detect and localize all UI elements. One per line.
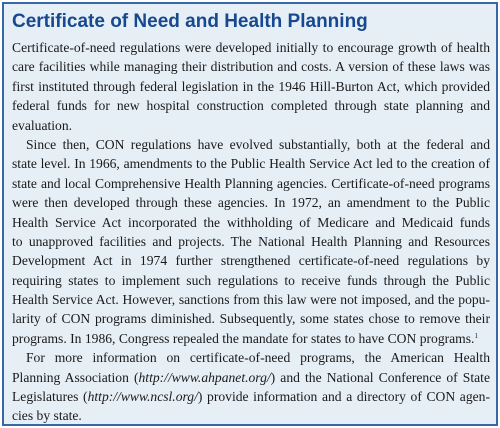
text-line: state and local Comprehensive Health Planning agencies. Certificate-of-need programs — [12, 175, 490, 191]
text-line: first instituted through federal legislation in the 1946 Hill-Burton Act, which provided — [12, 78, 490, 94]
text-line: federal funds for new hospital construction completed through state planning and — [12, 98, 490, 114]
text-line — [12, 368, 490, 387]
ahpanet-link[interactable]: http://www.ahpanet.org/ — [138, 369, 271, 385]
text-line: cies by state. — [12, 408, 82, 424]
paragraph-2 — [12, 135, 490, 348]
text-fragment: ) and the National Conference of State — [270, 369, 490, 385]
text-line: care facilities while managing their distribution and costs. A version of these laws was — [12, 59, 490, 75]
text-line: larity of CON programs diminished. Subsequently, some states chose to remove their — [12, 311, 490, 327]
text-line: to unapproved facilities and projects. The National Health Planning and Resources — [12, 233, 490, 249]
sidebar-box — [2, 2, 498, 426]
text-line: requiring states to implement such regulations to receive funds through the Public — [12, 272, 490, 288]
text-line-content: programs. In 1986, Congress repealed the mandate for states to have CON programs. — [12, 330, 475, 346]
text-line: Health Service Act. However, sanctions from this law were not imposed, and the popu- — [12, 292, 490, 308]
text-line — [12, 329, 490, 348]
text-line: evaluation. — [12, 117, 73, 133]
text-line: Certificate-of-need regulations were developed initially to encourage growth of health — [12, 40, 490, 55]
text-line — [12, 387, 490, 406]
text-line: Development Act in 1974 further strengthened certificate-of-need regulations by — [12, 253, 490, 269]
text-line: For more information on certificate-of-need programs, the American Health — [26, 350, 490, 366]
paragraph-3 — [12, 348, 490, 426]
text-fragment: Legislatures ( — [12, 389, 88, 405]
paragraph-1 — [12, 38, 490, 135]
footnote-reference: 1 — [474, 331, 478, 340]
sidebar-body — [12, 38, 490, 426]
text-line: state level. In 1966, amendments to the Public Health Service Act led to the creation of — [12, 156, 490, 172]
sidebar-title: Certificate of Need and Health Planning — [12, 11, 368, 32]
text-line: Health Service Act incorporated the withholding of Medicare and Medicaid funds — [12, 214, 490, 230]
text-fragment: Planning Association ( — [12, 369, 139, 385]
ncsl-link[interactable]: http://www.ncsl.org/ — [87, 389, 198, 405]
text-fragment: ) provide information and a directory of CON agen- — [197, 389, 490, 405]
text-line: were then developed through these agencies. In 1972, an amendment to the Public — [12, 195, 490, 211]
text-line: Since then, CON regulations have evolved substantially, both at the federal and — [26, 136, 490, 152]
